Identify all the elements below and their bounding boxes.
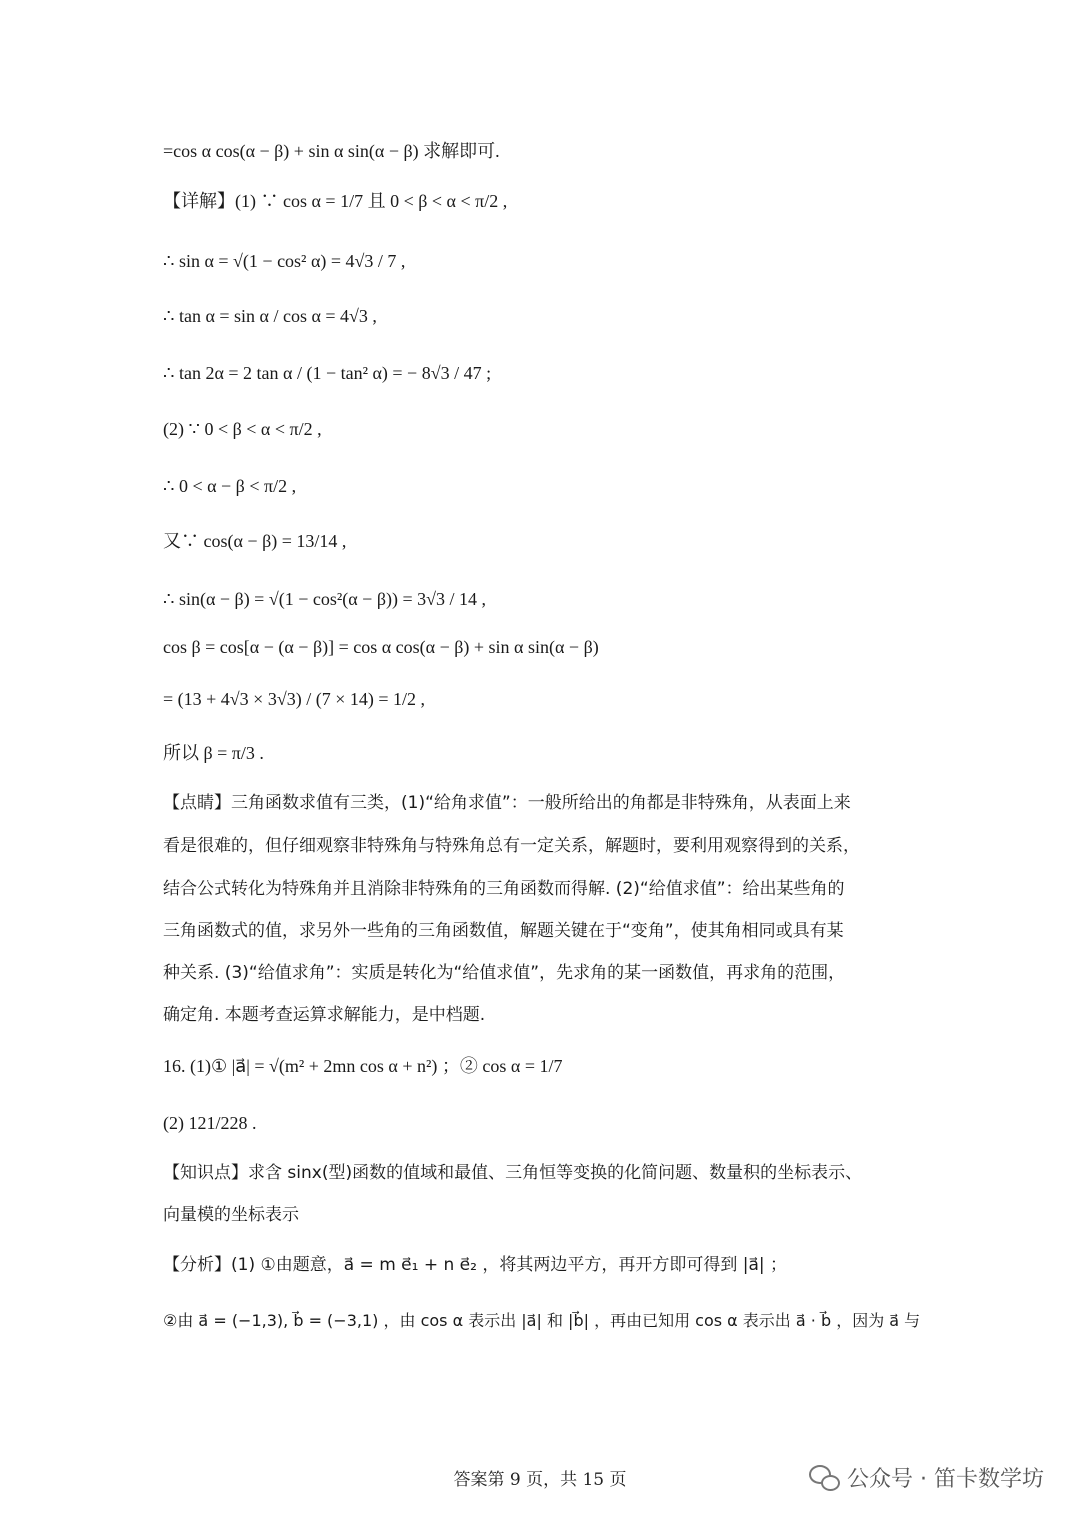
- solution-line-10: cos β = cos[α − (α − β)] = cos α cos(α − β) + sin α sin(α − β): [163, 637, 599, 657]
- analysis-line-1: 【分析】(1) ①由题意，a⃗ = m e⃗₁ + n e⃗₂ ，将其两边平方，再开方即可得到 |a⃗| ；: [163, 1255, 788, 1275]
- solution-line-7: ∴ 0 < α − β < π/2 ,: [163, 476, 297, 496]
- analysis-line-2: ②由 a⃗ = (−1,3), b⃗ = (−3,1) ，由 cos α 表示出 |a⃗| 和 |b⃗| ，再由已知用 cos α 表示出 a⃗ · b⃗ ，因为 a⃗ 与: [163, 1311, 921, 1330]
- wechat-icon: [809, 1465, 839, 1491]
- solution-line-2: 【详解】(1) ∵ cos α = 1/7 且 0 < β < α < π/2 ,: [163, 191, 508, 211]
- remark-line-6: 确定角. 本题考查运算求解能力，是中档题.: [163, 1005, 486, 1025]
- remark-line-1: 【点睛】三角函数求值有三类，(1)“给角求值”：一般所给出的角都是非特殊角，从表面上来: [163, 793, 851, 813]
- solution-line-6: (2) ∵ 0 < β < α < π/2 ,: [163, 419, 322, 439]
- knowledge-line-1: 【知识点】求含 sinx(型)函数的值域和最值、三角恒等变换的化简问题、数量积的坐标表示、: [163, 1163, 863, 1183]
- solution-line-8: 又∵ cos(α − β) = 13/14 ,: [163, 531, 347, 551]
- watermark: [809, 1462, 1044, 1493]
- remark-line-3: 结合公式转化为特殊角并且消除非特殊角的三角函数而得解. (2)“给值求值”：给出某些角的: [163, 879, 845, 899]
- answer-16-part-1: 16. (1)① |a⃗| = √(m² + 2mn cos α + n²) ；② cos α = 1/7: [163, 1056, 563, 1076]
- answer-16-part-2: (2) 121/228 .: [163, 1113, 257, 1133]
- solution-line-12: 所以 β = π/3 .: [163, 743, 264, 763]
- solution-line-3: ∴ sin α = √(1 − cos² α) = 4√3 / 7 ,: [163, 251, 406, 271]
- remark-line-2: 看是很难的，但仔细观察非特殊角与特殊角总有一定关系，解题时，要利用观察得到的关系，: [163, 836, 860, 856]
- remark-line-4: 三角函数式的值，求另外一些角的三角函数值，解题关键在于“变角”，使其角相同或具有某: [163, 921, 844, 941]
- watermark-text: 公众号 · 笛卡数学坊: [847, 1467, 1044, 1492]
- solution-line-11: = (13 + 4√3 × 3√3) / (7 × 14) = 1/2 ,: [163, 689, 425, 709]
- solution-line-4: ∴ tan α = sin α / cos α = 4√3 ,: [163, 306, 377, 326]
- knowledge-line-2: 向量模的坐标表示: [163, 1205, 299, 1225]
- remark-line-5: 种关系. (3)“给值求角”：实质是转化为“给值求值”，先求角的某一函数值，再求角的范围，: [163, 963, 846, 983]
- solution-line-5: ∴ tan 2α = 2 tan α / (1 − tan² α) = − 8√3 / 47 ;: [163, 363, 492, 383]
- solution-line-9: ∴ sin(α − β) = √(1 − cos²(α − β)) = 3√3 / 14 ,: [163, 589, 487, 609]
- solution-line-1: =cos α cos(α − β) + sin α sin(α − β) 求解即可.: [163, 141, 500, 161]
- page-footer: 答案第 9 页，共 15 页: [453, 1470, 627, 1490]
